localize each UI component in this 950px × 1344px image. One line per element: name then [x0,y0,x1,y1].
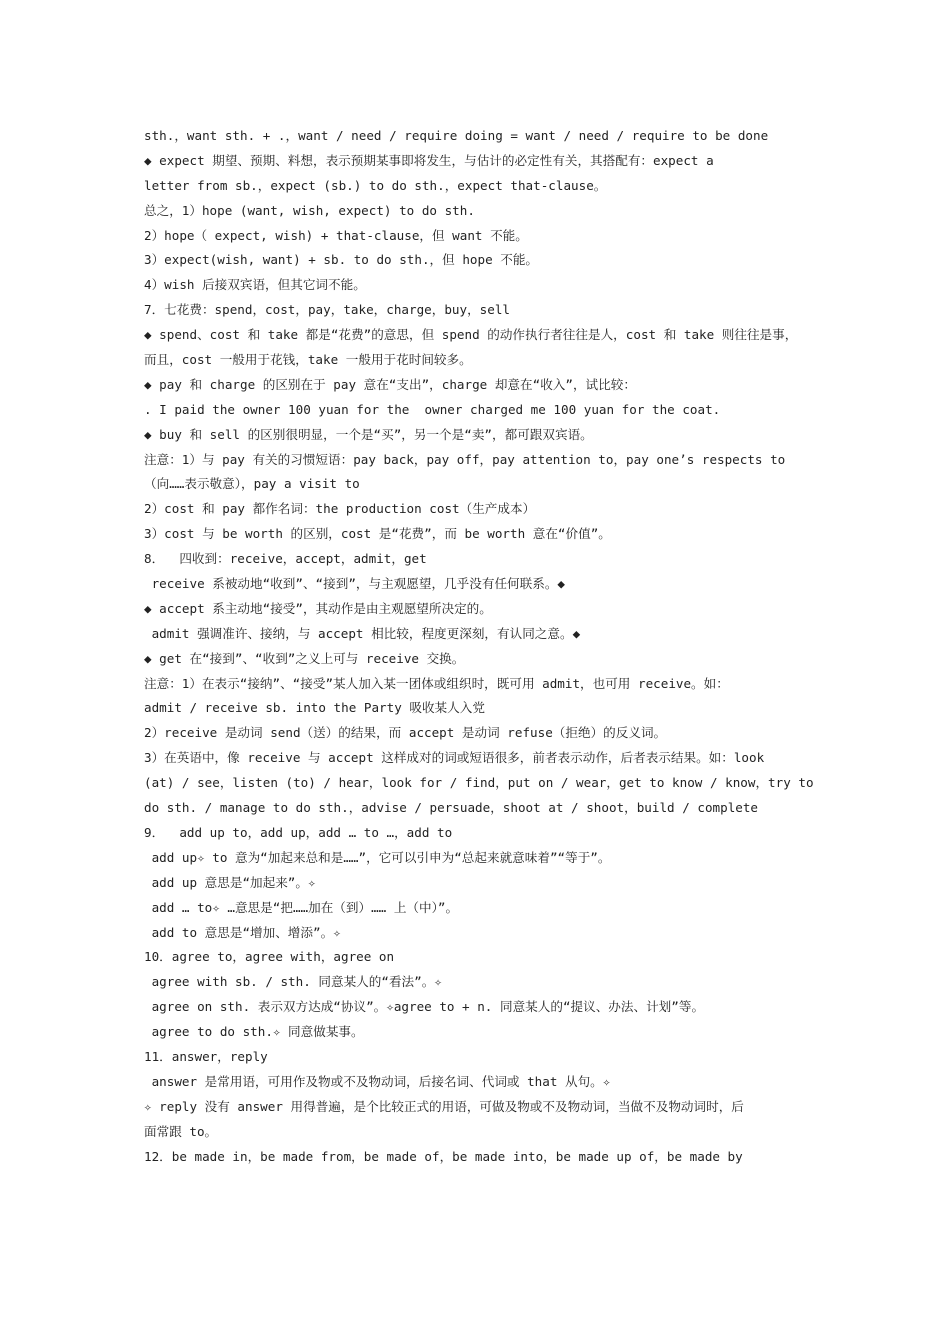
text-line: admit / receive sb. into the Party 吸收某人入党 [144,700,485,716]
text-line: 2）receive 是动词 send（送）的结果，而 accept 是动词 refuse（拒绝）的反义词。 [144,725,667,741]
text-line: ✧ reply 没有 answer 用得普遍，是个比较正式的用语，可做及物或不及物动词，当做不及物动词时，后 [144,1098,744,1114]
text-line: sth.，want sth. + .，want / need / require doing = want / need / require to be done [144,128,769,143]
section-heading: 12．be made in，be made from，be made of，be made into，be made up of，be made by [144,1148,743,1164]
text-line: do sth. / manage to do sth.，advise / persuade，shoot at / shoot，build / complete [144,800,759,816]
text-line: add … to✧ …意思是“把……加在（到）…… 上（中）”。 [144,899,459,915]
text-line: receive 系被动地“收到”、“接到”，与主观愿望，几乎没有任何联系。◆ [144,576,565,592]
text-line: 3）expect(wish, want) + sb. to do sth.，但 hope 不能。 [144,252,539,268]
text-line: add up 意思是“加起来”。✧ [144,874,316,890]
text-line: ◆ expect 期望、预期、料想，表示预期某事即将发生，与估计的必定性有关，其搭配有：expect a [144,152,714,168]
section-heading: 11．answer，reply [144,1048,268,1064]
text-line: letter from sb.，expect (sb.) to do sth.，expect that-clause。 [144,177,607,193]
text-line: 3）在英语中，像 receive 与 accept 这样成对的词或短语很多，前者表示动作，后者表示结果。如：look [144,750,765,766]
text-line: 注意：1）在表示“接纳”、“接受”某人加入某一团体或组织时，既可用 admit，也可用 receive。如： [144,675,729,691]
text-line: ◆ accept 系主动地“接受”，其动作是由主观愿望所决定的。 [144,600,492,616]
section-heading: 9． add up to，add up，add … to …，add to [144,824,453,840]
text-line: 2）cost 和 pay 都作名词：the production cost（生产成本） [144,501,536,517]
text-line: add to 意思是“增加、增添”。✧ [144,924,341,940]
text-line: 2）hope（ expect, wish) + that-clause，但 want 不能。 [144,227,528,243]
text-line: 注意：1）与 pay 有关的习惯短语：pay back，pay off，pay attention to，pay one’s respects to [144,451,786,467]
text-line: 而且，cost 一般用于花钱，take 一般用于花时间较多。 [144,352,472,368]
text-line: ◆ buy 和 sell 的区别很明显，一个是“买”，另一个是“卖”，都可跟双宾语。 [144,426,593,442]
text-line: answer 是常用语，可用作及物或不及物动词，后接名词、代词或 that 从句。✧ [144,1073,611,1089]
text-line: . I paid the owner 100 yuan for the owner charged me 100 yuan for the coat. [144,401,721,417]
text-line: agree to do sth.✧ 同意做某事。 [144,1024,364,1040]
text-line: add up✧ to 意为“加起来总和是……”，它可以引申为“总起来就意味着”“等于”。 [144,849,611,865]
text-line: （向……表示敬意），pay a visit to [144,476,360,492]
text-line: 面常跟 to。 [144,1123,218,1139]
text-line: agree with sb. / sth. 同意某人的“看法”。✧ [144,974,442,990]
section-heading: 10．agree to，agree with，agree on [144,949,395,965]
text-line: agree on sth. 表示双方达成“协议”。✧agree to + n. 同意某人的“提议、办法、计划”等。 [144,999,705,1015]
text-line: ◆ get 在“接到”、“收到”之义上可与 receive 交换。 [144,650,465,666]
document-body [144,124,814,1169]
section-heading: 8． 四收到：receive，accept，admit，get [144,551,427,567]
text-line: 3）cost 与 be worth 的区别，cost 是“花费”，而 be worth 意在“价值”。 [144,526,611,542]
text-line: (at) / see，listen (to) / hear，look for / find，put on / wear，get to know / know，try to [144,775,814,791]
text-line: 总之，1）hope (want, wish, expect) to do sth. [144,202,475,218]
text-line: 4）wish 后接双宾语，但其它词不能。 [144,277,366,293]
text-line: ◆ spend、cost 和 take 都是“花费”的意思，但 spend 的动作执行者往往是人，cost 和 take 则往往是事， [144,327,798,343]
text-line: admit 强调准许、接纳，与 accept 相比较，程度更深刻，有认同之意。◆ [144,625,581,641]
text-line: ◆ pay 和 charge 的区别在于 pay 意在“支出”，charge 却意在“收入”，试比较： [144,376,636,392]
section-heading: 7．七花费：spend，cost，pay，take，charge，buy，sell [144,302,510,318]
